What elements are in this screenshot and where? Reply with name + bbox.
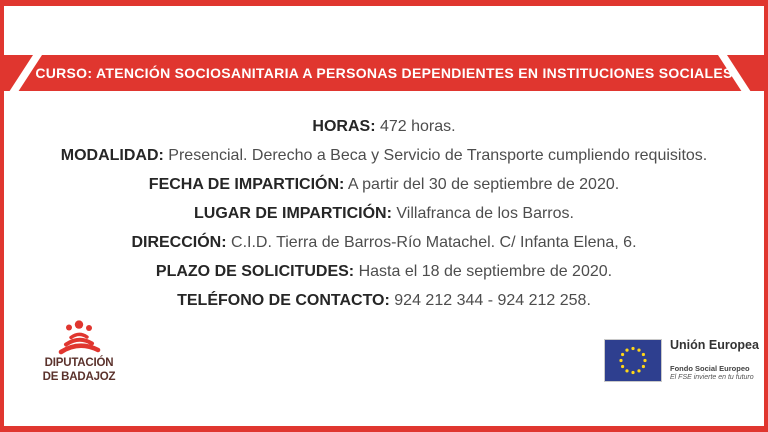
diputacion-badajoz-logo [34, 320, 124, 384]
info-value: Villafranca de los Barros. [396, 205, 574, 222]
eu-text-block [670, 338, 768, 381]
info-line-fecha-imparticion [0, 170, 768, 199]
eu-subtitle: Fondo Social Europeo [670, 364, 750, 373]
eu-title: Unión Europea [670, 338, 759, 352]
info-value: 472 horas. [379, 118, 456, 135]
info-line-lugar-imparticion [0, 199, 768, 228]
course-title: CURSO: ATENCIÓN SOCIOSANITARIA A PERSONAS DEPENDIENTES EN INSTITUCIONES SOCIALES [35, 65, 733, 81]
info-label: DIRECCIÓN: [131, 234, 227, 251]
info-line-plazo-solicitudes [0, 257, 768, 286]
info-label: HORAS: [312, 118, 376, 135]
frame-border-top [0, 0, 768, 6]
title-ribbon [0, 55, 768, 91]
info-label: FECHA DE IMPARTICIÓN: [148, 176, 345, 193]
course-info [0, 112, 768, 315]
info-line-modalidad [0, 141, 768, 170]
info-label: TELÉFONO DE CONTACTO: [177, 292, 390, 309]
info-value: A partir del 30 de septiembre de 2020. [347, 176, 620, 193]
eu-flag-icon [604, 339, 662, 382]
info-label: LUGAR DE IMPARTICIÓN: [194, 205, 392, 222]
diputacion-crown-icon [34, 320, 124, 356]
info-label: MODALIDAD: [60, 147, 164, 164]
info-value: C.I.D. Tierra de Barros-Río Matachel. C/ Infanta Elena, 6. [231, 234, 637, 251]
eu-tagline: El FSE invierte en tu futuro [670, 374, 754, 381]
info-line-horas [0, 112, 768, 141]
info-line-direccion [0, 228, 768, 257]
info-value: 924 212 344 - 924 212 258. [394, 292, 591, 309]
frame-border-bottom [0, 426, 768, 432]
diputacion-name-line1: DIPUTACIÓN [44, 357, 114, 369]
info-label: PLAZO DE SOLICITUDES: [155, 263, 355, 280]
diputacion-name-line2: DE BADAJOZ [42, 371, 116, 383]
info-line-telefono-contacto [0, 286, 768, 315]
info-value: Hasta el 18 de septiembre de 2020. [358, 263, 613, 280]
info-value: Presencial. Derecho a Beca y Servicio de Transporte cumpliendo requisitos. [168, 147, 708, 164]
